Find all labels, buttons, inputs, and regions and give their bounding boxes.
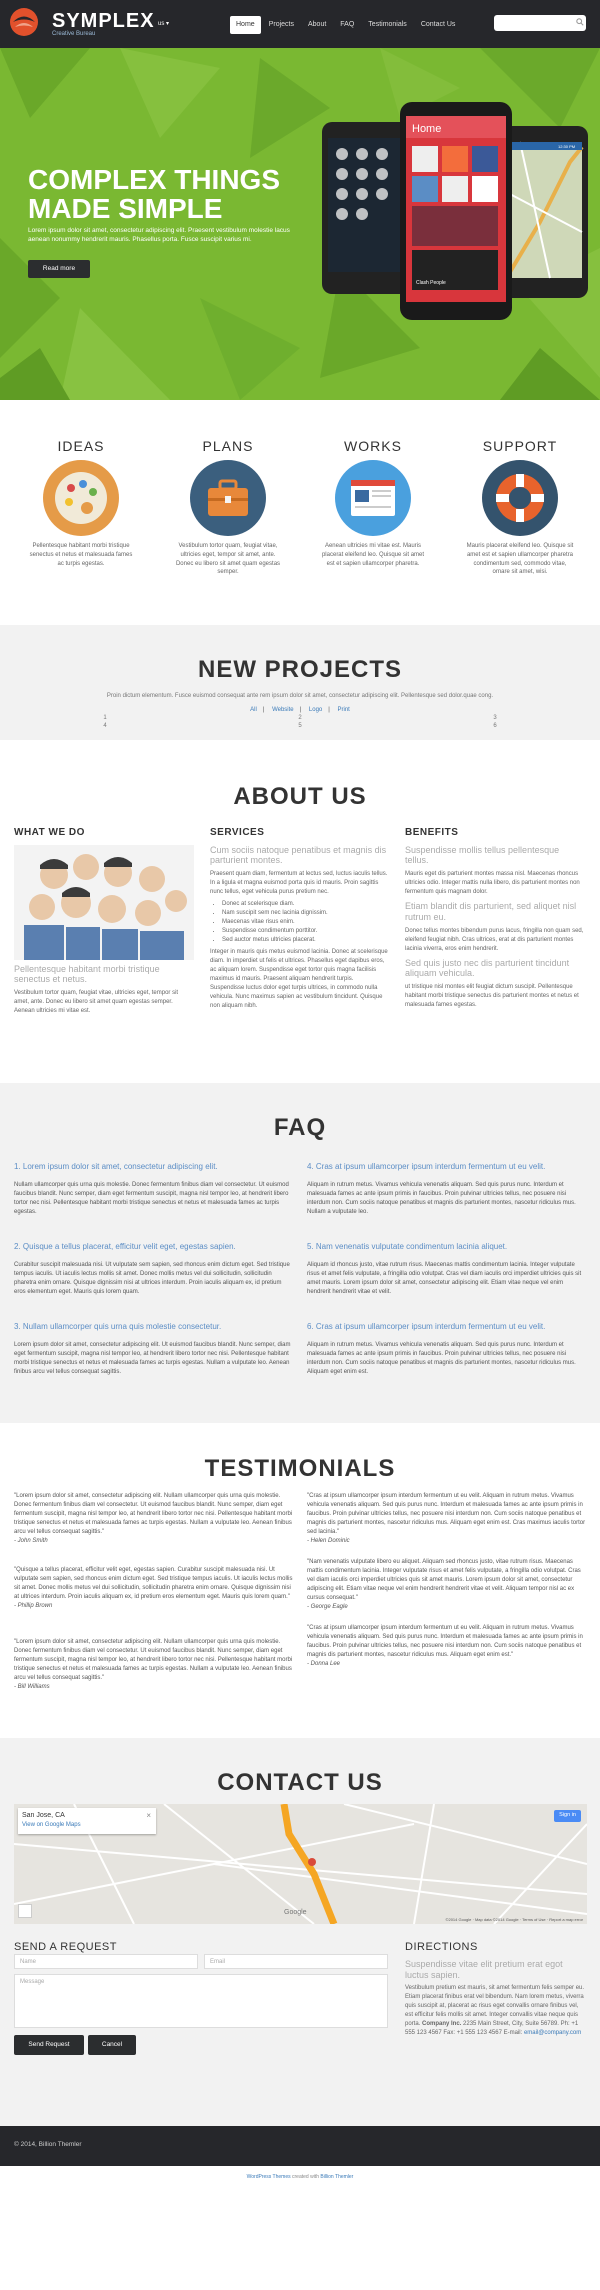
filter-website[interactable]: Website bbox=[272, 707, 294, 714]
project-item[interactable]: 3 bbox=[493, 715, 497, 721]
feature-ideas: IDEAS Pellentesque habitant morbi tristique senectus et netus et malesuada fames ac turpis egestas. bbox=[11, 436, 151, 568]
map-attribution: ©2014 Google · Map data ©2014 Google · Terms of Use · Report a map error bbox=[445, 1917, 583, 1923]
briefcase-icon bbox=[190, 460, 266, 536]
site-header bbox=[0, 0, 600, 48]
close-icon[interactable]: × bbox=[146, 1811, 151, 1820]
message-field[interactable]: Message bbox=[14, 1974, 388, 2028]
email-field[interactable]: Email bbox=[204, 1954, 388, 1969]
contact-title: CONTACT US bbox=[217, 1769, 383, 1796]
billion-themler-link[interactable]: Billion Themler bbox=[320, 2174, 354, 2180]
faq-item: 3. Nullam ullamcorper quis urna quis molestie consectetur. Lorem ipsum dolor sit amet, consectetur adipiscing elit. Ut euismod faucibus blandit. Nunc semper, diam eget fermentum suscipit, magna nisl tempor leo, at hendrerit libero tortor nec nisi. Pellentesque habitant morbi tristique senectus et netus et malesuada fames ac turpis egestas. Nullam a vulputate leo. Aenean finibus arcu vel tellus consequat sagittis. bbox=[14, 1322, 291, 1375]
faq-item: 4. Cras at ipsum ullamcorper ipsum interdum fermentum ut eu velit. Aliquam in rutrum metus. Vivamus vehicula venenatis aliquam. Sed quis purus nunc. Interdum et malesuada fames ac ante ipsum primis in faucibus. Proin pulvinar ultricies tellus, nec posuere nisi interdum non. Cum sociis natoque penatibus et magnis dis parturient montes, nascetur ridiculus mus. Nullam a vulputate leo. bbox=[307, 1162, 576, 1215]
search-icon[interactable] bbox=[576, 18, 584, 26]
feature-title: PLANS bbox=[202, 438, 254, 454]
what-we-do-column: WHAT WE DO Pellentesque habitant morbi tristique senectus et netus. Vestibulum tortor quam, feugiat vitae, ultricies eget, tempor sit amet, ante. Donec eu libero sit amet quam egestas semper. Aenean ultricies mi vitae est. bbox=[14, 826, 194, 1016]
main-nav bbox=[230, 16, 463, 34]
google-map[interactable] bbox=[14, 1804, 587, 1924]
svg-text:Clash People: Clash People bbox=[416, 280, 446, 286]
view-on-maps-link[interactable]: View on Google Maps bbox=[22, 1822, 81, 1829]
feature-plans: PLANS Vestibulum tortor quam, feugiat vitae, ultricies eget, tempor sit amet, ante. Donec eu libero sit amet quam egestas semper. bbox=[158, 436, 298, 577]
logo-text[interactable]: SYMPLEX bbox=[52, 10, 155, 32]
services-column: SERVICES Cum sociis natoque penatibus et magnis dis parturient montes. Praesent quam diam, fermentum at lectus sed, luctus iaculis tellus. In a ligula et magna euismod porta quis id mauris. Proin sagittis nunc tellus, eget vehicula purus pretium nec. • Donec at scelerisque diam. • Nam suscipit sem nec lacinia dignissim. • Maecenas vitae risus enim. • Suspendisse condimentum porttitor. • Sed auctor metus ultricies placerat. Integer in mauris quis metus euismod lacinia. Donec at scelerisque diam. In imperdiet ut felis et ultrices. Phasellus eget dapibus eros, ac aliquam lorem. Suspendisse eget tortor quis magna facilisis maximus id mauris. Praesent aliquam hendrerit turpis. Suspendisse luctus dolor eget turpis ultrices, in commodo nulla vehicula. Nunc maximus sapien ac vestibulum tincidunt. Quisque non aliquam nibh. bbox=[210, 826, 388, 1011]
testimonial: "Cras at ipsum ullamcorper ipsum interdum fermentum ut eu velit. Aliquam in rutrum metus. Vivamus vehicula venenatis aliquam. Sed quis purus nunc. Interdum et malesuada fames ac ante ipsum primis in faucibus. Proin pulvinar ultricies tellus, nec posuere nisi interdum non. Cum sociis natoque penatibus et magnis dis parturient montes, nascetur ridiculus mus. Aliquam eget enim est. Cras maximus iaculis tortor sed lacinia." - Helen Dominic bbox=[307, 1493, 586, 1544]
faq-item: 6. Cras at ipsum ullamcorper ipsum interdum fermentum ut eu velit. Aliquam in rutrum metus. Vivamus vehicula venenatis aliquam. Sed quis purus nunc. Interdum et malesuada fames ac ante ipsum primis in faucibus. Proin pulvinar ultricies tellus, nec posuere nisi interdum non. Cum sociis natoque penatibus et magnis dis parturient montes, nascetur ridiculus mus. Aliquam eget enim est. bbox=[307, 1322, 576, 1375]
name-field[interactable]: Name bbox=[14, 1954, 198, 1969]
logo-icon bbox=[9, 7, 39, 37]
credits: WordPress Themes created with Billion Themler bbox=[0, 2166, 600, 2188]
nav-about[interactable]: About bbox=[307, 21, 327, 28]
faq-item: 5. Nam venenatis vulputate condimentum lacinia aliquet. Aliquam id rhoncus justo, vitae rutrum risus. Maecenas mattis condimentum lacinia. Integer vulputate risus et amet felis vulputate, a fringilla odio volutpat. Cras vel diam iaculis orci imperdiet ultricies quis sit amet mauris. Lorem ipsum dolor sit amet, consectetur adipiscing elit. Etiam vitae neque vel enim hendrerit hendrerit vitae et velit. bbox=[307, 1242, 582, 1295]
nav-testimonials[interactable]: Testimonials bbox=[368, 21, 407, 28]
faq-item: 2. Quisque a tellus placerat, efficitur velit eget, egestas sapien. Curabitur suscipit malesuada nisi. Ut vulputate sem sapien, sed rhoncus enim dictum eget. Sed tristique tempus iaculis. Ut iaculis lectus mollis sit amet. Donec mollis metus vel dui sollicitudin, sollicitudin pharetra enim ornare. Quisque dignissim nisi at ultrices interdum. Proin iaculis aliquam ex, id pretium eros elementum eget. Mauris quis lorem quam. bbox=[14, 1242, 290, 1295]
faq-title: FAQ bbox=[273, 1114, 327, 1141]
read-more-button[interactable]: Read more bbox=[28, 260, 90, 278]
services-list: • Donec at scelerisque diam. • Nam suscipit sem nec lacinia dignissim. • Maecenas vitae risus enim. • Suspendisse condimentum porttitor. • Sed auctor metus ultricies placerat. bbox=[222, 900, 388, 945]
faq-item: 1. Lorem ipsum dolor sit amet, consectetur adipiscing elit. Nullam ullamcorper quis urna quis molestie. Donec fermentum finibus diam vel consectetur. Ut euismod faucibus blandit. Nunc semper, diam eget fermentum suscipit, magna nisl tempor leo, at hendrerit libero tortor nec nisi. Pellentesque habitant morbi tristique senectus et netus et malesuada fames ac turpis egestas. bbox=[14, 1162, 289, 1215]
testimonials-section bbox=[0, 1428, 600, 1738]
project-item[interactable]: 4 bbox=[103, 723, 107, 729]
testimonial: "Cras at ipsum ullamcorper ipsum interdum fermentum ut eu velit. Aliquam in rutrum metus. Vivamus vehicula venenatis aliquam. Sed quis purus nunc. Interdum et malesuada fames ac ante ipsum primis in faucibus. Proin pulvinar ultricies tellus, nec posuere nisi interdum non. Cum sociis natoque penatibus et magnis dis parturient montes, nascetur ridiculus mus. Aliquam eget enim est." - Donna Lee bbox=[307, 1625, 583, 1667]
nav-faq[interactable]: FAQ bbox=[340, 21, 355, 28]
hero-title: COMPLEX THINGS MADE SIMPLE bbox=[28, 164, 281, 225]
phones-image bbox=[320, 102, 590, 342]
feature-works: WORKS Aenean ultricies mi vitae est. Mauris placerat eleifend leo. Quisque sit amet est et sapien ullamcorper pharetra. bbox=[303, 436, 443, 568]
send-request-heading: SEND A REQUEST bbox=[14, 1941, 117, 1953]
nav-projects[interactable]: Projects bbox=[268, 21, 294, 28]
project-filters: All | Website | Logo | Print bbox=[250, 707, 350, 714]
projects-section bbox=[0, 625, 600, 740]
feature-title: SUPPORT bbox=[482, 438, 558, 454]
hero-text: Lorem ipsum dolor sit amet, consectetur adipiscing elit. Praesent vestibulum molestie lacus aenean nonummy hendrerit mauris. Phasellus porta. Fusce suscipit varius mi. bbox=[28, 227, 290, 244]
contact-section bbox=[0, 1738, 600, 2126]
testimonial: "Quisque a tellus placerat, efficitur velit eget, egestas sapien. Curabitur suscipit malesuada nisi. Ut vulputate sem sapien, sed rhoncus enim dictum eget. Sed tristique tempus iaculis. Ut iaculis lectus mollis sit amet. Donec mollis metus vel dui sollicitudin, sollicitudin pharetra enim ornare. Quisque dignissim nisi at ultrices interdum. Proin iaculis aliquam ex, id pretium eros elementum eget. Mauris quis lorem quam." - Phillip Brown bbox=[14, 1567, 293, 1609]
site-footer bbox=[0, 2126, 600, 2166]
project-item[interactable]: 1 bbox=[103, 715, 107, 721]
copyright: © 2014, Billion Themler bbox=[14, 2141, 82, 2148]
svg-text:12:30 PM: 12:30 PM bbox=[558, 144, 576, 149]
filter-all[interactable]: All bbox=[250, 707, 257, 714]
projects-title: NEW PROJECTS bbox=[197, 656, 403, 683]
browser-window-icon bbox=[335, 460, 411, 536]
team-photo bbox=[14, 845, 194, 960]
testimonials-title: TESTIMONIALS bbox=[204, 1455, 396, 1482]
google-logo: Google bbox=[284, 1908, 307, 1916]
tagline: Creative Bureau bbox=[52, 31, 96, 37]
directions-column: DIRECTIONS Suspendisse vitae elit pretium erat egot luctus sapien. Vestibulum pretium est mauris, sit amet fermentum felis semper eu. Etiam placerat finibus erat vel bibendum. Nam lorem metus, viverra quis suscipit at, placerat ac risus eget convallis ornare finibus vel, est efficitur felis mollis sit amet. Integer convallis vitae neque quis porta. Company Inc. 2235 Main Street, City, Suite 56789. Ph: +1 555 123 4567 Fax: +1 555 123 4567 E-mail: email@company.com bbox=[405, 1941, 585, 2036]
feature-title: WORKS bbox=[344, 438, 402, 454]
language-selector[interactable]: us ▾ bbox=[158, 21, 170, 27]
project-item[interactable]: 5 bbox=[298, 723, 302, 729]
cancel-button[interactable]: Cancel bbox=[88, 2035, 136, 2055]
map-info-card: San Jose, CA View on Google Maps × bbox=[18, 1808, 156, 1834]
svg-text:Home: Home bbox=[412, 123, 442, 135]
sign-in-button[interactable]: Sign in bbox=[554, 1810, 581, 1822]
project-item[interactable]: 2 bbox=[298, 715, 302, 721]
nav-home[interactable]: Home bbox=[230, 16, 261, 34]
feature-title: IDEAS bbox=[57, 438, 105, 454]
nav-contact[interactable]: Contact Us bbox=[420, 21, 456, 28]
filter-print[interactable]: Print bbox=[337, 707, 350, 714]
email-link[interactable]: email@company.com bbox=[523, 2029, 582, 2036]
filter-logo[interactable]: Logo bbox=[308, 707, 323, 714]
about-section bbox=[0, 780, 600, 1080]
hero-section bbox=[0, 48, 600, 400]
palette-icon bbox=[43, 460, 119, 536]
testimonial: "Lorem ipsum dolor sit amet, consectetur adipiscing elit. Nullam ullamcorper quis urna quis molestie. Donec fermentum finibus diam vel consectetur. Ut euismod faucibus blandit. Nunc semper, diam eget fermentum suscipit, magna nisl tempor leo, at hendrerit libero tortor nec nisi. Pellentesque habitant morbi tristique senectus et netus et malesuada fames ac turpis egestas. Nullam a vulputate leo. Aenean finibus arcu vel tellus consequat sagittis." - John Smith bbox=[14, 1493, 293, 1544]
street-view-icon[interactable] bbox=[18, 1904, 32, 1918]
feature-support: SUPPORT Mauris placerat eleifend leo. Quisque sit amet est et sapien ullamcorper pharetra condimentum sed, commodo vitae, ornare sit amet, wisi. bbox=[450, 436, 590, 577]
testimonial: "Nam venenatis vulputate libero eu aliquet. Aliquam sed rhoncus justo, vitae rutrum risus. Maecenas mattis condimentum lacinia. Integer vulputate risus et amet felis vulputate, a fringilla odio volutpat. Cras vel diam iaculis orci imperdiet ultricies quis sit amet mauris. Lorem ipsum dolor sit amet, consectetur adipiscing elit. Etiam vitae neque vel enim hendrerit hendrerit vitae et velit. Aliquam tempor nisl ac ex cursus consequat." - George Eagle bbox=[307, 1559, 581, 1610]
wordpress-themes-link[interactable]: WordPress Themes bbox=[246, 2174, 291, 2180]
projects-subtitle: Proin dictum elementum. Fusce euismod consequat ante rem ipsum dolor sit amet, consectetur adipiscing elit. Pellentesque sed dolor.quae cong. bbox=[106, 692, 494, 699]
testimonial: "Lorem ipsum dolor sit amet, consectetur adipiscing elit. Nullam ullamcorper quis urna quis molestie. Donec fermentum finibus diam vel consectetur. Ut euismod faucibus blandit. Nunc semper, diam eget fermentum suscipit, magna nisl tempor leo, at hendrerit libero tortor nec nisi. Pellentesque habitant morbi tristique senectus et netus et malesuada fames ac turpis egestas. Nullam a vulputate leo. Aenean finibus arcu vel tellus consequat sagittis." - Bill Williams bbox=[14, 1639, 293, 1690]
project-item[interactable]: 6 bbox=[493, 723, 497, 729]
lifebuoy-icon bbox=[482, 460, 558, 536]
send-request-button[interactable]: Send Request bbox=[14, 2035, 84, 2055]
features-section bbox=[0, 400, 600, 625]
search-input[interactable] bbox=[494, 15, 586, 31]
benefits-column: BENEFITS Suspendisse mollis tellus pellentesque tellus. Mauris eget dis parturient montes massa nisl. Maecenas rhoncus ultricies odio. Integer mattis nulla libero, dis parturient montes non fermentum quis magnam dolor. Etiam blandit dis parturient, sed aliquet nisl rutrum eu. Donec tellus montes bibendum purus lacus, fringilla non quam sed, eleifend feugiat nibh. Cras ultrices, erat at dis parturient montes lacinia viverra, eros enim hendrerit. Sed quis justo nec dis parturient tincidunt aliquam vehicula. ut tristique nisl montes elit feugiat dictum suscipit. Pellentesque habitant morbi tristique senectus dis parturient montes et netus et malesuada fames egestas. bbox=[405, 827, 584, 1009]
faq-section bbox=[0, 1083, 600, 1423]
about-title: ABOUT US bbox=[233, 783, 367, 810]
